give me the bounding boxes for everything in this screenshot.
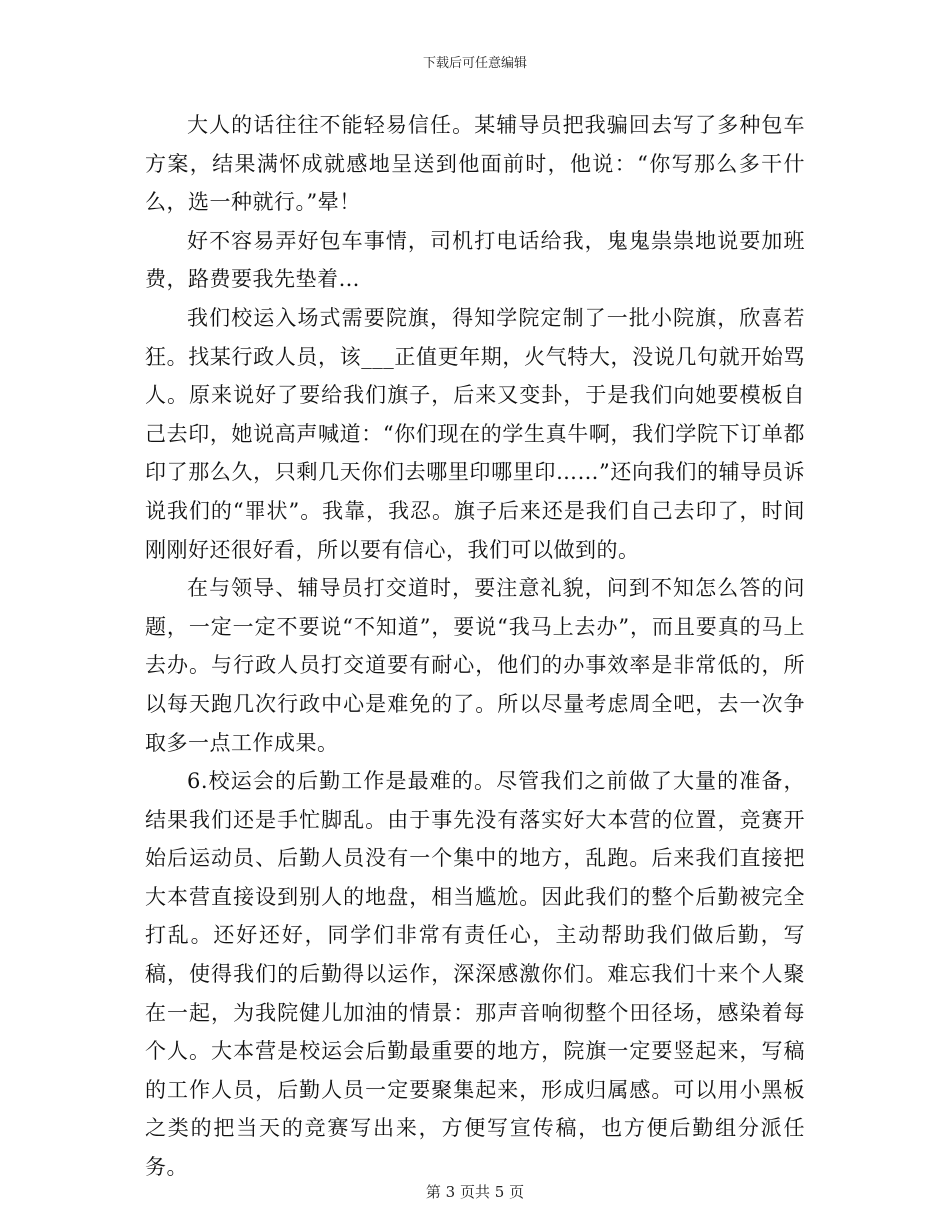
paragraph-3: 我们校运入场式需要院旗，得知学院定制了一批小院旗，欣喜若狂。找某行政人员，该___正值更年期，火气特大，没说几句就开始骂人。原来说好了要给我们旗子，后来又变卦，于是我们向她要模板自己去印，她说高声喊道：“你们现在的学生真牛啊，我们学院下订单都印了那么久，只剩几天你们去哪里印哪里印……”还向我们的辅导员诉说我们的“罪状”。我靠，我忍。旗子后来还是我们自己去印了，时间刚刚好还很好看，所以要有信心，我们可以做到的。 xyxy=(145,305,805,562)
document-body xyxy=(145,106,805,1187)
paragraph-1: 大人的话往往不能轻易信任。某辅导员把我骗回去写了多种包车方案，结果满怀成就感地呈送到他面前时，他说：“你写那么多干什么，选一种就行。”晕！ xyxy=(145,113,805,215)
paragraph-4: 在与领导、辅导员打交道时，要注意礼貌，问到不知怎么答的问题，一定一定不要说“不知道”，要说“我马上去办”，而且要真的马上去办。与行政人员打交道要有耐心，他们的办事效率是非常低的，所以每天跑几次行政中心是难免的了。所以尽量考虑周全吧，去一次争取多一点工作成果。 xyxy=(145,576,805,755)
page-header: 下载后可任意编辑 xyxy=(422,56,527,71)
paragraph-5: 6.校运会的后勤工作是最难的。尽管我们之前做了大量的准备，结果我们还是手忙脚乱。由于事先没有落实好大本营的位置，竞赛开始后运动员、后勤人员没有一个集中的地方，乱跑。后来我们直接把大本营直接设到别人的地盘，相当尴尬。因此我们的整个后勤被完全打乱。还好还好，同学们非常有责任心，主动帮助我们做后勤，写稿，使得我们的后勤得以运作，深深感激你们。难忘我们十来个人聚在一起，为我院健儿加油的情景：那声音响彻整个田径场，感染着每个人。大本营是校运会后勤最重要的地方，院旗一定要竖起来，写稿的工作人员，后勤人员一定要聚集起来，形成归属感。可以用小黑板之类的把当天的竞赛写出来，方便写宣传稿，也方便后勤组分派任务。 xyxy=(145,769,805,1180)
paragraph-2: 好不容易弄好包车事情，司机打电话给我，鬼鬼祟祟地说要加班费，路费要我先垫着… xyxy=(145,228,805,292)
page-footer: 第 3 页共 5 页 xyxy=(425,1183,525,1201)
